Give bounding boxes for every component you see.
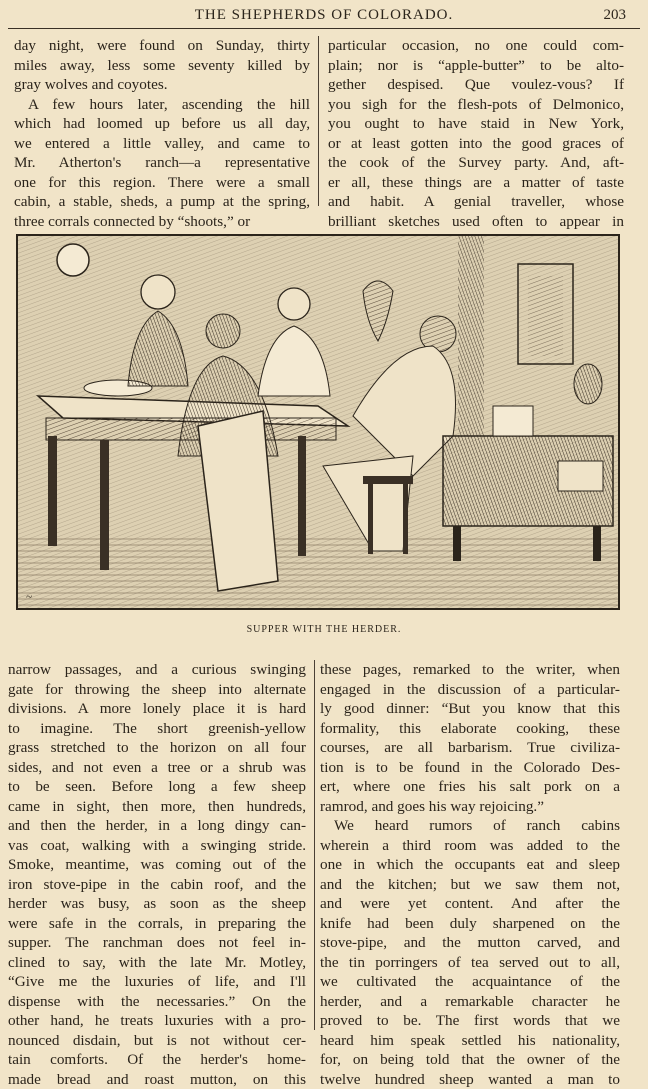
text-line: heard him speak settled his nationality, [320,1031,620,1051]
text-line: the tin porringers of tea served out to all, [320,953,620,973]
text-line: Mr. Atherton's ranch—a representative [14,153,310,173]
running-header [8,4,640,29]
text-line: and were yet content. And after the [320,894,620,914]
text-line: gray wolves and coyotes. [14,75,310,95]
text-line: other hand, he treats luxuries with a pro- [8,1011,306,1031]
text-line: vas coat, walking with a swinging stride. [8,836,306,856]
bottom-left-column [8,660,306,1089]
text-line: came in sight, then more, then hundreds, [8,797,306,817]
text-line: gether despised. Que voulez-vous? If [328,75,624,95]
text-line: er all, these things are a matter of taste [328,173,624,193]
text-line: three corrals connected by “shoots,” or [14,212,310,232]
figure-caption: SUPPER WITH THE HERDER. [0,624,648,635]
text-line: to imagine. The short greenish-yellow [8,719,306,739]
text-line: ert, where one fries his salt pork on a [320,777,620,797]
text-line: one for this region. There were a small [14,173,310,193]
top-left-column [14,36,310,231]
top-right-column [328,36,624,231]
text-line: or at least gotten into the good graces of [328,134,624,154]
text-line: narrow passages, and a curious swinging [8,660,306,680]
text-line: cabin, a stable, sheds, a pump at the spring, [14,192,310,212]
text-line: iron stove-pipe in the cabin roof, and the [8,875,306,895]
text-line: stove-pipe, and the mutton carved, and [320,933,620,953]
text-line: ramrod, and goes his way rejoicing.” [320,797,620,817]
text-line: one in which the occupants eat and sleep [320,855,620,875]
text-line: supper. The ranchman does not feel in- [8,933,306,953]
text-line: “Give me the luxuries of life, and I'll [8,972,306,992]
text-line: plain; nor is “apple-butter” to be alto- [328,56,624,76]
text-line: formality, this elaborate cooking, these [320,719,620,739]
text-line: proved to be. The first words that we [320,1011,620,1031]
text-line: you ought to have staid in New York, [328,114,624,134]
text-line: gate for throwing the sheep into alternate [8,680,306,700]
text-line: which had loomed up before us all day, [14,114,310,134]
text-line: we cultivated the acquaintance of the [320,972,620,992]
text-line: we entered a little valley, and came to [14,134,310,154]
text-line: grass stretched to the horizon on all four [8,738,306,758]
supper-scene-engraving [18,236,618,608]
text-line: divisions. A more lonely place it is hard [8,699,306,719]
text-line: to be seen. Before long a few sheep [8,777,306,797]
text-line: and habit. A genial traveller, whose [328,192,624,212]
text-line: these pages, remarked to the writer, when [320,660,620,680]
text-line: particular occasion, no one could com- [328,36,624,56]
text-line: clined to say, with the late Mr. Motley, [8,953,306,973]
text-line: you sigh for the flesh-pots of Delmonico, [328,95,624,115]
artist-signature-mark: ~ [26,591,32,603]
text-line: made bread and roast mutton, on this [8,1070,306,1089]
text-line: courses, are all barbarism. True civiliza- [320,738,620,758]
text-line: nounced disdain, but is not without cer- [8,1031,306,1051]
text-line: Smoke, meantime, was coming out of the [8,855,306,875]
text-line: brilliant sketches used often to appear in [328,212,624,232]
text-line: tain comforts. Of the herder's home- [8,1050,306,1070]
text-line: twelve hundred sheep wanted a man to [320,1070,620,1089]
text-line: the cook of the Survey party. And, aft- [328,153,624,173]
text-line: herder, and a remarkable character he [320,992,620,1012]
text-line: sides, and not even a tree or a shrub was [8,758,306,778]
engraving-illustration [16,234,620,610]
page-number: 203 [604,7,627,24]
column-divider-top [318,36,319,206]
text-line: wherein a third room was added to the [320,836,620,856]
text-line: for, on being told that the owner of the [320,1050,620,1070]
text-line: ly good dinner: “But you know that this [320,699,620,719]
text-line: dispense with the necessaries.” On the [8,992,306,1012]
text-line: tion is to be found in the Colorado Des- [320,758,620,778]
text-line: day night, were found on Sunday, thirty [14,36,310,56]
text-line: miles away, less some seventy killed by [14,56,310,76]
bottom-right-column [320,660,620,1089]
text-line: We heard rumors of ranch cabins [320,816,620,836]
text-line: and the kitchen; but we saw them not, [320,875,620,895]
text-line: herder was busy, as soon as the sheep [8,894,306,914]
text-line: were safe in the corrals, in preparing the [8,914,306,934]
text-line: A few hours later, ascending the hill [14,95,310,115]
column-divider-bottom [314,660,315,1030]
running-title: THE SHEPHERDS OF COLORADO. [8,7,640,24]
text-line: engaged in the discussion of a particular- [320,680,620,700]
text-line: and then the herder, in a long dingy can- [8,816,306,836]
text-line: knife had been duly sharpened on the [320,914,620,934]
